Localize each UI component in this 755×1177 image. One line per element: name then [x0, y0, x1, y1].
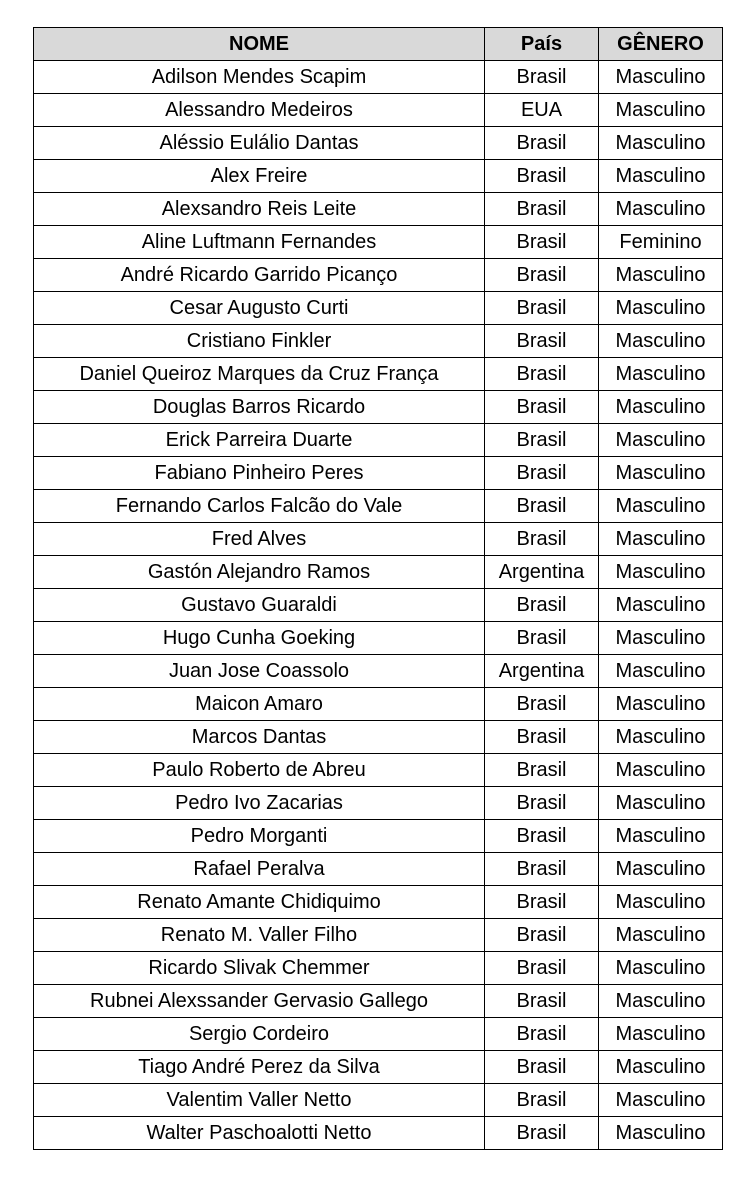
cell-pais: Brasil — [485, 919, 599, 952]
cell-pais: Brasil — [485, 985, 599, 1018]
cell-pais: Brasil — [485, 589, 599, 622]
cell-nome: Aléssio Eulálio Dantas — [34, 127, 485, 160]
cell-genero: Masculino — [599, 655, 723, 688]
table-row — [34, 523, 723, 556]
table-row — [34, 358, 723, 391]
table-row — [34, 556, 723, 589]
cell-nome: Walter Paschoalotti Netto — [34, 1117, 485, 1150]
cell-pais: Brasil — [485, 226, 599, 259]
cell-pais: Brasil — [485, 622, 599, 655]
cell-pais: Brasil — [485, 424, 599, 457]
cell-genero: Masculino — [599, 886, 723, 919]
cell-nome: Tiago André Perez da Silva — [34, 1051, 485, 1084]
cell-nome: Sergio Cordeiro — [34, 1018, 485, 1051]
table-row — [34, 1018, 723, 1051]
table-row — [34, 820, 723, 853]
cell-genero: Masculino — [599, 160, 723, 193]
cell-genero: Masculino — [599, 589, 723, 622]
table-body — [34, 61, 723, 1150]
table-row — [34, 622, 723, 655]
cell-nome: Daniel Queiroz Marques da Cruz França — [34, 358, 485, 391]
table-row — [34, 193, 723, 226]
table-row — [34, 424, 723, 457]
table-row — [34, 325, 723, 358]
cell-nome: Pedro Ivo Zacarias — [34, 787, 485, 820]
cell-genero: Masculino — [599, 193, 723, 226]
table-row — [34, 721, 723, 754]
cell-nome: Fabiano Pinheiro Peres — [34, 457, 485, 490]
table-row — [34, 787, 723, 820]
cell-genero: Masculino — [599, 754, 723, 787]
cell-genero: Masculino — [599, 94, 723, 127]
table-row — [34, 886, 723, 919]
table-row — [34, 754, 723, 787]
cell-pais: Brasil — [485, 325, 599, 358]
cell-nome: Aline Luftmann Fernandes — [34, 226, 485, 259]
cell-genero: Masculino — [599, 523, 723, 556]
table-row — [34, 61, 723, 94]
header-genero: GÊNERO — [599, 28, 723, 61]
cell-genero: Masculino — [599, 292, 723, 325]
cell-genero: Masculino — [599, 358, 723, 391]
header-row — [34, 28, 723, 61]
cell-genero: Masculino — [599, 490, 723, 523]
cell-nome: André Ricardo Garrido Picanço — [34, 259, 485, 292]
cell-genero: Masculino — [599, 721, 723, 754]
table-row — [34, 127, 723, 160]
cell-pais: Brasil — [485, 820, 599, 853]
cell-genero: Masculino — [599, 1018, 723, 1051]
cell-pais: Brasil — [485, 292, 599, 325]
cell-genero: Masculino — [599, 127, 723, 160]
cell-genero: Masculino — [599, 688, 723, 721]
cell-nome: Pedro Morganti — [34, 820, 485, 853]
cell-genero: Masculino — [599, 259, 723, 292]
cell-nome: Fernando Carlos Falcão do Vale — [34, 490, 485, 523]
table-row — [34, 160, 723, 193]
cell-nome: Renato Amante Chidiquimo — [34, 886, 485, 919]
cell-pais: Brasil — [485, 490, 599, 523]
header-pais: País — [485, 28, 599, 61]
table-header — [34, 28, 723, 61]
cell-pais: EUA — [485, 94, 599, 127]
cell-nome: Valentim Valler Netto — [34, 1084, 485, 1117]
table-row — [34, 1117, 723, 1150]
table-row — [34, 391, 723, 424]
cell-nome: Marcos Dantas — [34, 721, 485, 754]
cell-nome: Gastón Alejandro Ramos — [34, 556, 485, 589]
roster-table — [33, 27, 723, 1150]
cell-nome: Rafael Peralva — [34, 853, 485, 886]
cell-pais: Brasil — [485, 787, 599, 820]
cell-pais: Brasil — [485, 523, 599, 556]
cell-genero: Masculino — [599, 325, 723, 358]
table-row — [34, 1051, 723, 1084]
cell-nome: Ricardo Slivak Chemmer — [34, 952, 485, 985]
cell-genero: Masculino — [599, 1084, 723, 1117]
cell-nome: Cesar Augusto Curti — [34, 292, 485, 325]
table-row — [34, 490, 723, 523]
cell-genero: Masculino — [599, 622, 723, 655]
cell-nome: Hugo Cunha Goeking — [34, 622, 485, 655]
cell-nome: Renato M. Valler Filho — [34, 919, 485, 952]
cell-genero: Masculino — [599, 61, 723, 94]
table-row — [34, 919, 723, 952]
cell-pais: Brasil — [485, 391, 599, 424]
cell-nome: Alexsandro Reis Leite — [34, 193, 485, 226]
cell-genero: Masculino — [599, 985, 723, 1018]
cell-genero: Masculino — [599, 853, 723, 886]
table-row — [34, 292, 723, 325]
cell-pais: Brasil — [485, 61, 599, 94]
cell-pais: Brasil — [485, 754, 599, 787]
cell-genero: Masculino — [599, 1051, 723, 1084]
table-row — [34, 226, 723, 259]
cell-pais: Brasil — [485, 358, 599, 391]
cell-nome: Juan Jose Coassolo — [34, 655, 485, 688]
cell-pais: Brasil — [485, 457, 599, 490]
cell-nome: Douglas Barros Ricardo — [34, 391, 485, 424]
cell-pais: Brasil — [485, 193, 599, 226]
table-row — [34, 589, 723, 622]
cell-genero: Masculino — [599, 424, 723, 457]
table-row — [34, 94, 723, 127]
cell-nome: Adilson Mendes Scapim — [34, 61, 485, 94]
cell-pais: Brasil — [485, 688, 599, 721]
cell-pais: Argentina — [485, 556, 599, 589]
cell-pais: Brasil — [485, 160, 599, 193]
table-row — [34, 655, 723, 688]
cell-genero: Masculino — [599, 787, 723, 820]
table-row — [34, 1084, 723, 1117]
cell-nome: Alessandro Medeiros — [34, 94, 485, 127]
cell-pais: Brasil — [485, 886, 599, 919]
cell-genero: Masculino — [599, 556, 723, 589]
cell-pais: Argentina — [485, 655, 599, 688]
cell-genero: Masculino — [599, 919, 723, 952]
table-row — [34, 259, 723, 292]
table-row — [34, 457, 723, 490]
cell-nome: Rubnei Alexssander Gervasio Gallego — [34, 985, 485, 1018]
cell-genero: Masculino — [599, 457, 723, 490]
cell-pais: Brasil — [485, 952, 599, 985]
table-row — [34, 853, 723, 886]
cell-pais: Brasil — [485, 1018, 599, 1051]
cell-nome: Erick Parreira Duarte — [34, 424, 485, 457]
cell-nome: Maicon Amaro — [34, 688, 485, 721]
table-row — [34, 985, 723, 1018]
cell-genero: Feminino — [599, 226, 723, 259]
cell-genero: Masculino — [599, 391, 723, 424]
cell-nome: Paulo Roberto de Abreu — [34, 754, 485, 787]
cell-nome: Fred Alves — [34, 523, 485, 556]
cell-genero: Masculino — [599, 820, 723, 853]
cell-pais: Brasil — [485, 127, 599, 160]
table-row — [34, 952, 723, 985]
cell-genero: Masculino — [599, 1117, 723, 1150]
cell-pais: Brasil — [485, 1051, 599, 1084]
cell-pais: Brasil — [485, 259, 599, 292]
cell-nome: Gustavo Guaraldi — [34, 589, 485, 622]
cell-pais: Brasil — [485, 853, 599, 886]
cell-nome: Alex Freire — [34, 160, 485, 193]
cell-pais: Brasil — [485, 1084, 599, 1117]
table-row — [34, 688, 723, 721]
cell-nome: Cristiano Finkler — [34, 325, 485, 358]
header-nome: NOME — [34, 28, 485, 61]
cell-pais: Brasil — [485, 721, 599, 754]
cell-genero: Masculino — [599, 952, 723, 985]
cell-pais: Brasil — [485, 1117, 599, 1150]
